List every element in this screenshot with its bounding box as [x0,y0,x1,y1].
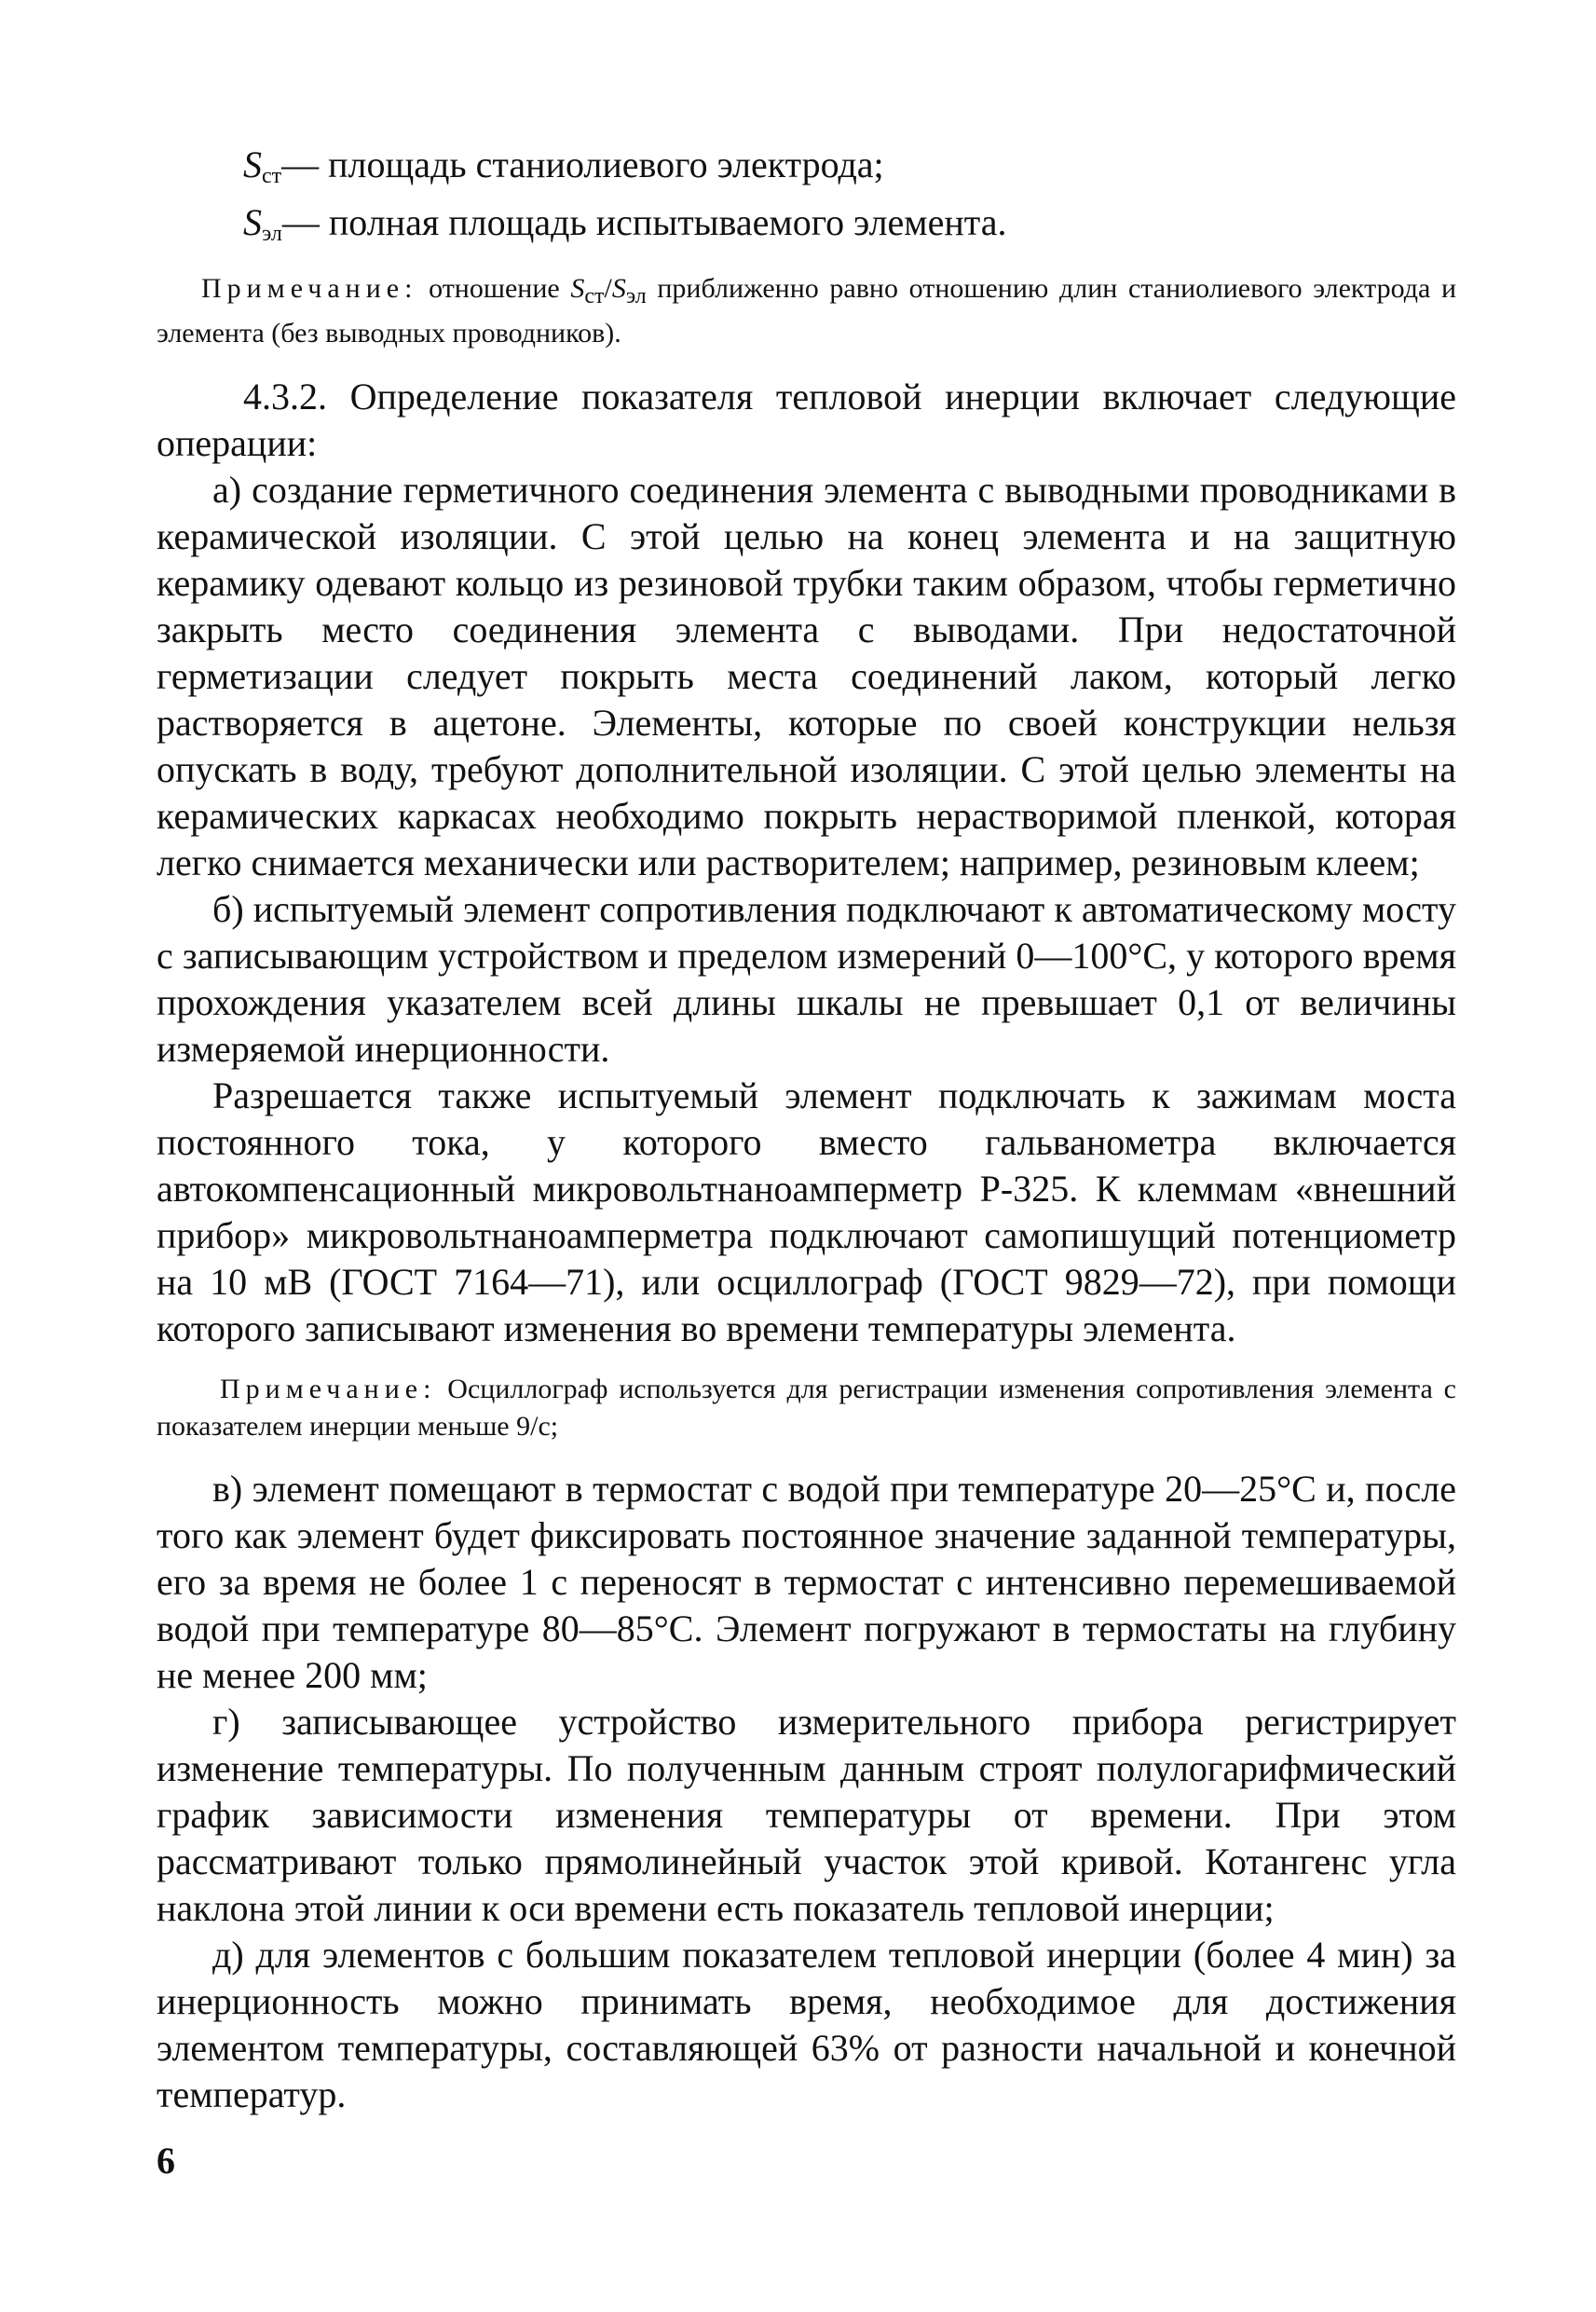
paragraph-a: а) создание герметичного соединения элемента с выводными проводниками в керамической изоляции. С этой целью на конец элемента и на защитную керамику одевают кольцо из резиновой трубки таким образом, чтобы герметично закрыть место соединения элемента с выводами. При недостаточной герметизации следует покрыть места соединений лаком, который легко растворяется в ацетоне. Элементы, которые по своей конструкции нельзя опускать в воду, требуют дополнительной изоляции. С этой целью элементы на керамических каркасах необходимо покрыть нерастворимой пленкой, которая легко снимается механически или растворителем; например, резиновым клеем; [157,469,1456,883]
paragraph-g: г) записывающее устройство измерительного прибора регистрирует изменение температуры. По полученным данным строят полулогарифмический график зависимости изменения температуры от времени. При этом рассматривают только прямолинейный участок этой кривой. Котангенс угла наклона этой линии к оси времени есть показатель тепловой инерции; [157,1701,1456,1929]
ratio-slash: / [604,273,612,304]
subscript-st: ст [262,164,282,188]
paragraph-v: в) элемент помещают в термостат с водой при температуре 20—25°С и, после того как элемент будет фиксировать постоянное значение заданной температуры, его за время не более 1 с переносят в термостат с интенсивно перемешиваемой водой при температуре 80—85°С. Элемент погружают в термостаты на глубину не менее 200 мм; [157,1468,1456,1696]
subscript-el: эл [262,222,282,246]
symbol-s: S [570,273,585,304]
subscript-el: эл [625,284,647,308]
paragraph-d: д) для элементов с большим показателем тепловой инерции (более 4 мин) за инерционность можно принимать время, необходимое для достижения элементом температуры, составляющей 63% от разности начальной и конечной температур. [157,1934,1456,2115]
definition-s-st [157,142,1456,199]
definition-s-el [157,199,1456,257]
symbol-s: S [243,201,262,243]
definition-text: — полная площадь испытываемого элемента. [281,201,1007,243]
subscript-st: ст [584,284,605,308]
definition-text: — площадь станиолиевого электрода; [281,144,884,185]
note-text-after: приближенно равно отношению длин станиолиевого электрода и элемента (без выводных проводников). [157,273,1456,349]
symbol-s: S [243,144,262,185]
page-number: 6 [157,2140,175,2182]
paragraph-4-3-2: 4.3.2. Определение показателя тепловой инерции включает следующие операции: [157,376,1456,464]
page-content [157,142,1456,2118]
paragraph-b: б) испытуемый элемент сопротивления подключают к автоматическому мосту с записывающим устройством и пределом измерений 0—100°С, у которого время прохождения указателем всей длины шкалы не превышает 0,1 от величины измеряемой инерционности. [157,888,1456,1070]
note-label: Примечание: [201,273,418,304]
note-area-ratio [157,270,1456,351]
note-oscillograph [157,1371,1456,1445]
note-text-before: отношение [429,273,560,304]
paragraph-allowed: Разрешается также испытуемый элемент подключать к зажимам моста постоянного тока, у которого вместо гальванометра включается автокомпенсационный микровольтнаноамперметр Р-325. К клеммам «внешний прибор» микровольтнаноамперметра подключают самопишущий потенциометр на 10 мВ (ГОСТ 7164—71), или осциллограф (ГОСТ 9829—72), при помощи которого записывают изменения во времени температуры элемента. [157,1074,1456,1349]
symbol-s: S [611,273,626,304]
note-label: Примечание: [220,1374,437,1404]
note-text: Осциллограф используется для регистрации изменения сопротивления элемента с показателем инерции меньше 9/с; [157,1374,1456,1442]
